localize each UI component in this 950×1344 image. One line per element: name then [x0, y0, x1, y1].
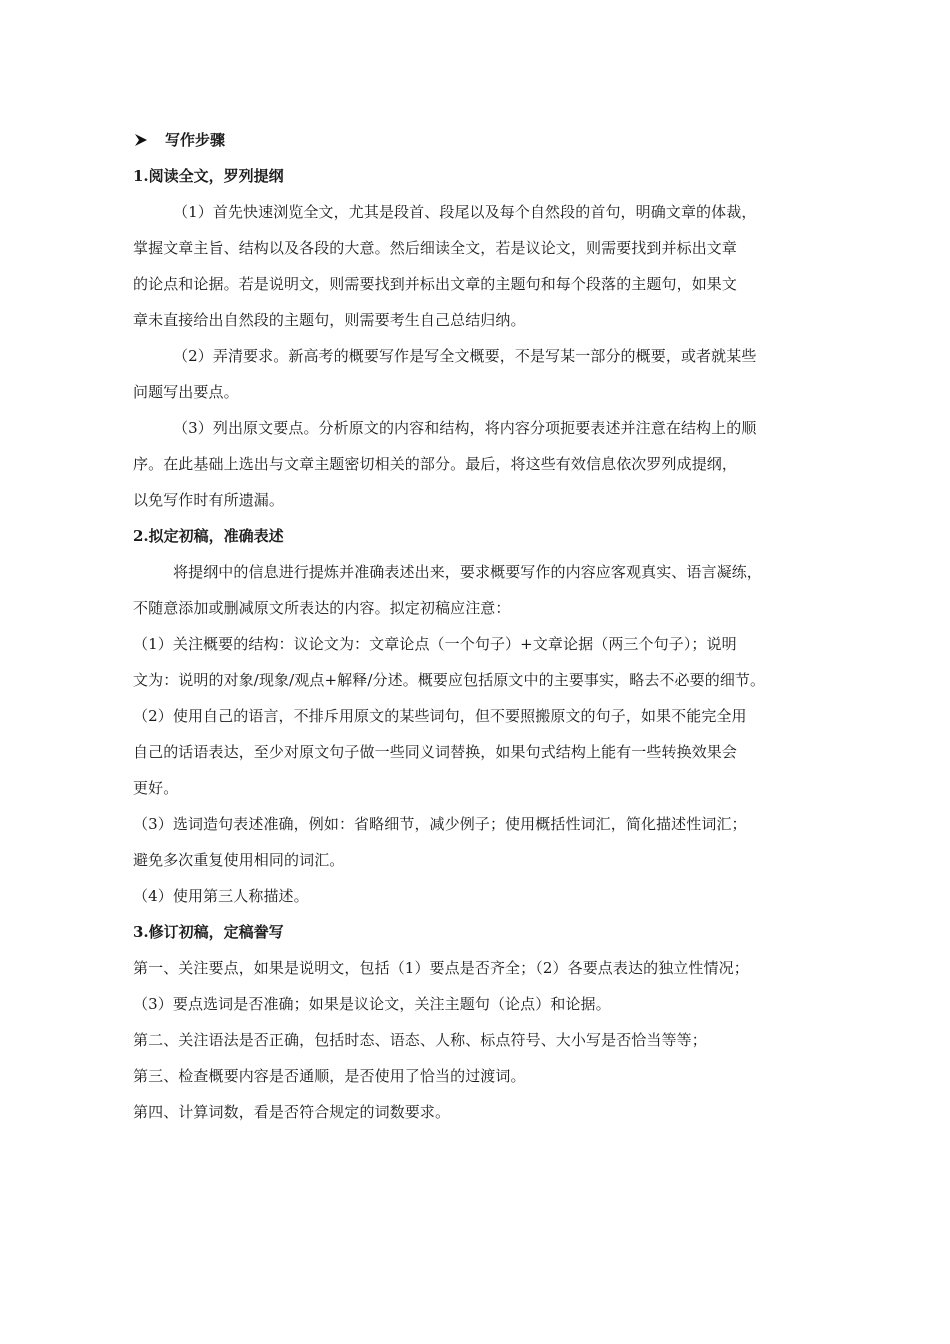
step-heading: 3.修订初稿，定稿誊写: [133, 923, 284, 941]
text-line: 文为：说明的对象/现象/观点+解释/分述。概要应包括原文中的主要事实，略去不必要的细节。: [133, 671, 766, 689]
text-line: （1）首先快速浏览全文，尤其是段首、段尾以及每个自然段的首句，明确文章的体裁，: [173, 203, 757, 221]
document-page: [133, 122, 833, 1130]
text-line: 序。在此基础上选出与文章主题密切相关的部分。最后，将这些有效信息依次罗列成提纲，: [133, 455, 738, 473]
step-section: [133, 518, 833, 914]
text-line: （3）列出原文要点。分析原文的内容和结构，将内容分项扼要表述并注意在结构上的顺: [173, 419, 757, 437]
text-line: （1）关注概要的结构：议论文为：文章论点（一个句子）+文章论据（两三个句子）；说明: [133, 635, 737, 653]
text-line: （4）使用第三人称描述。: [133, 887, 309, 905]
arrow-bullet-icon: [134, 133, 148, 147]
step-heading: 1.阅读全文，罗列提纲: [133, 167, 284, 185]
text-line: 掌握文章主旨、结构以及各段的大意。然后细读全文，若是议论文，则需要找到并标出文章: [133, 239, 738, 257]
text-line: 问题写出要点。: [133, 383, 239, 401]
step-heading: 2.拟定初稿，准确表述: [133, 527, 284, 545]
text-line: （2）弄清要求。新高考的概要写作是写全文概要，不是写某一部分的概要，或者就某些: [173, 347, 757, 365]
text-line: （2）使用自己的语言，不排斥用原文的某些词句，但不要照搬原文的句子，如果不能完全用: [133, 707, 747, 725]
text-line: 章未直接给出自然段的主题句，则需要考生自己总结归纳。: [133, 311, 526, 329]
text-line: 第三、检查概要内容是否通顺，是否使用了恰当的过渡词。: [133, 1067, 526, 1085]
text-line: 的论点和论据。若是说明文，则需要找到并标出文章的主题句和每个段落的主题句，如果文: [133, 275, 738, 293]
text-line: 不随意添加或删减原文所表达的内容。拟定初稿应注意：: [133, 599, 511, 617]
step-section: [133, 914, 833, 1130]
text-line: 第一、关注要点，如果是说明文，包括（1）要点是否齐全；（2）各要点表达的独立性情况；: [133, 959, 749, 977]
step-section: [133, 158, 833, 518]
text-line: 更好。: [133, 779, 179, 797]
text-line: 第四、计算词数，看是否符合规定的词数要求。: [133, 1103, 451, 1121]
text-line: （3）选词造句表述准确，例如：省略细节，减少例子；使用概括性词汇，简化描述性词汇；: [133, 815, 747, 833]
text-line: 以免写作时有所遗漏。: [133, 491, 285, 509]
text-line: 避免多次重复使用相同的词汇。: [133, 851, 345, 869]
text-line: 将提纲中的信息进行提炼并准确表述出来，要求概要写作的内容应客观真实、语言凝练，: [173, 563, 762, 581]
steps-container: [133, 158, 833, 1130]
section-title-row: [133, 122, 833, 158]
text-line: （3）要点选词是否准确；如果是议论文，关注主题句（论点）和论据。: [133, 995, 611, 1013]
text-line: 自己的话语表达，至少对原文句子做一些同义词替换，如果句式结构上能有一些转换效果会: [133, 743, 738, 761]
text-line: 第二、关注语法是否正确，包括时态、语态、人称、标点符号、大小写是否恰当等等；: [133, 1031, 707, 1049]
section-title: 写作步骤: [165, 131, 226, 149]
